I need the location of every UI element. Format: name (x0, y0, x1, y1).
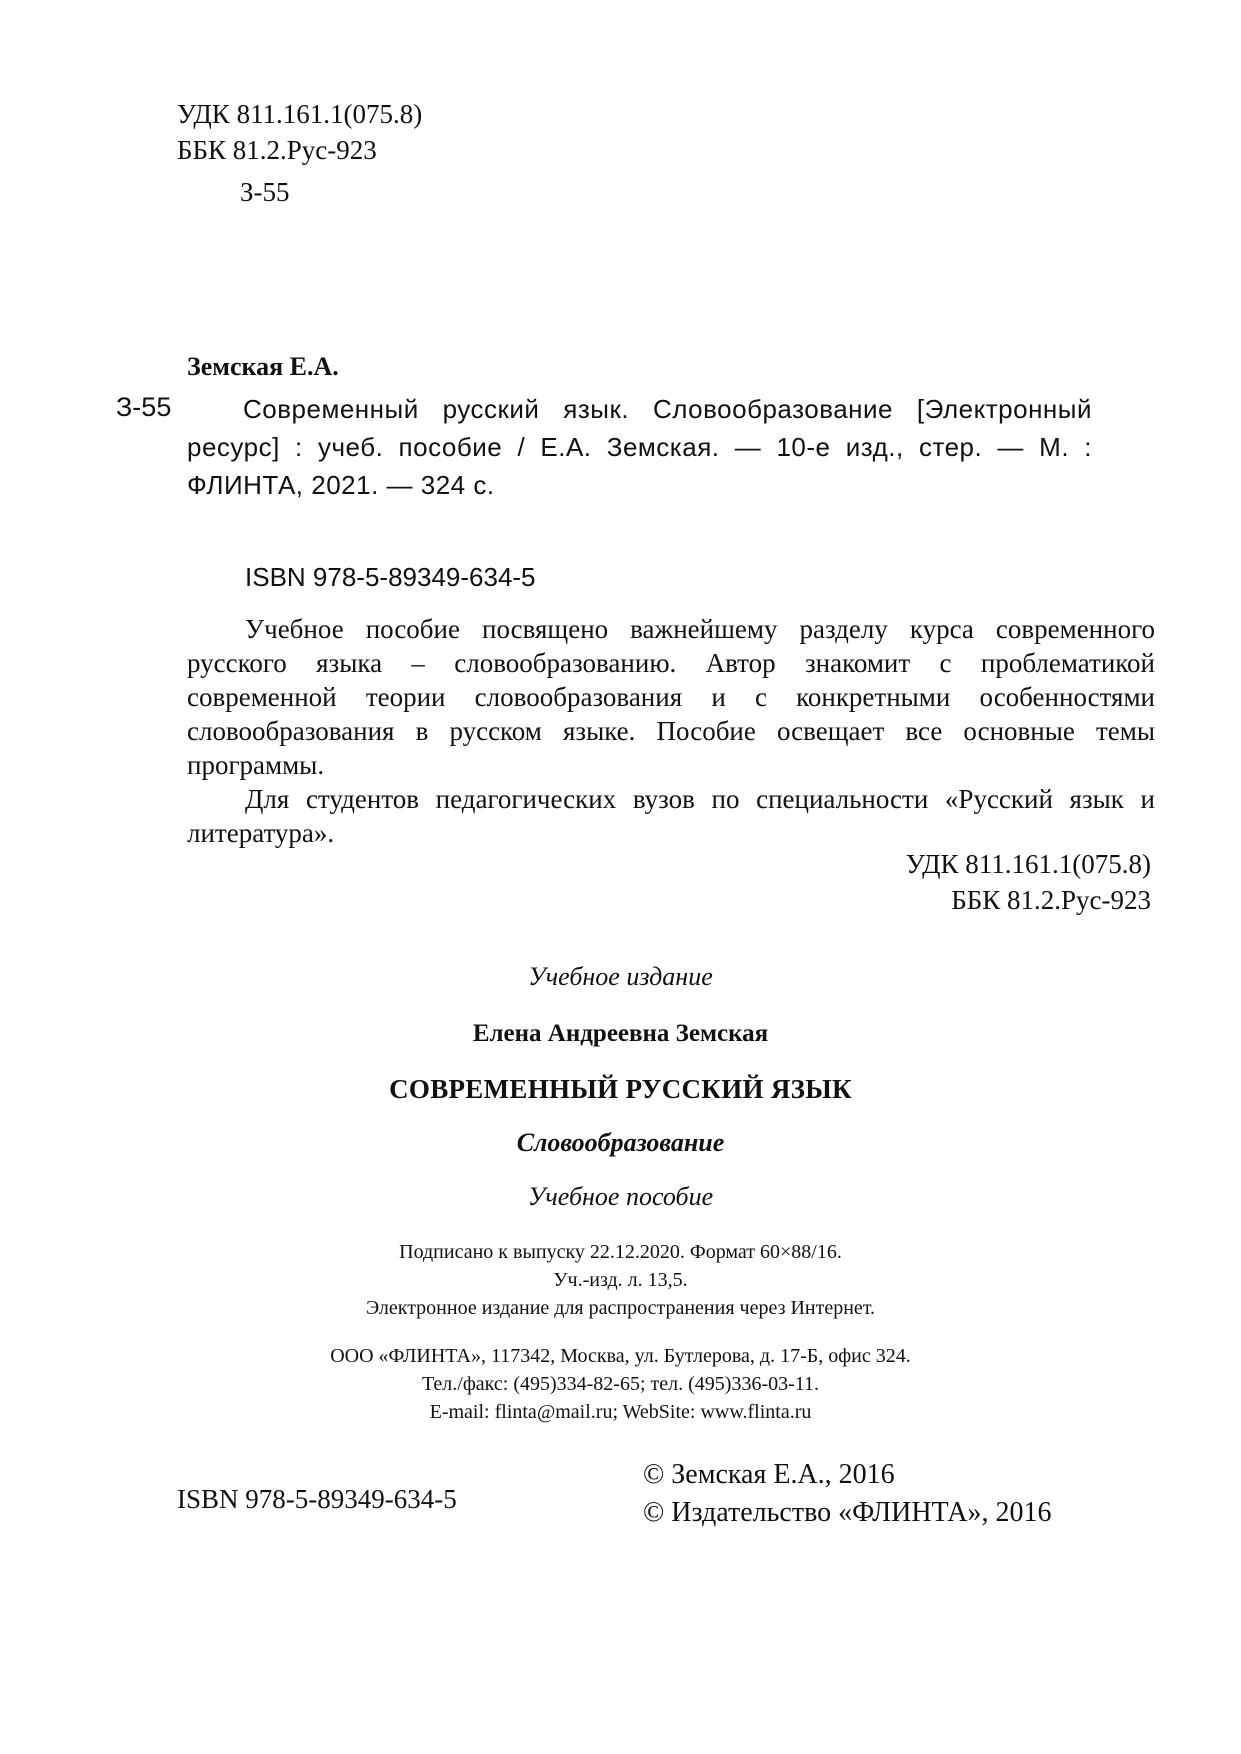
audience-line: Для студентов педагогических вузов по специальности «Русский язык и (245, 784, 1155, 814)
header-udk: УДК 811.161.1(075.8) (177, 99, 423, 129)
card-codes (906, 846, 1151, 918)
bib-line: ФЛИНТА, 2021. — 324 с. (187, 470, 495, 500)
annotation-line: программы. (187, 750, 325, 780)
bib-line: ресурс] : учеб. пособие / Е.А. Земская. — 10-е изд., стер. — М. : (187, 432, 1092, 462)
card-code: З-55 (116, 392, 172, 422)
header-bbk: ББК 81.2.Рус-923 (177, 135, 377, 165)
card-isbn: ISBN 978-5-89349-634-5 (245, 562, 536, 592)
copyright-block (643, 1456, 1051, 1532)
publisher-details (0, 1342, 1241, 1426)
print-line: Подписано к выпуску 22.12.2020. Формат 60×88/16. (399, 1241, 842, 1263)
annotation-line: словообразования в русском языке. Пособие освещает все основные темы (187, 716, 1155, 746)
header-author-code: З-55 (240, 177, 290, 207)
publisher-line: E-mail: flinta@mail.ru; WebSite: www.flinta.ru (429, 1401, 812, 1423)
book-title: СОВРЕМЕННЫЙ РУССКИЙ ЯЗЫК (389, 1074, 852, 1104)
card-author: Земская Е.А. (187, 352, 339, 381)
copyright-author: © Земская Е.А., 2016 (643, 1459, 895, 1490)
author-full-name: Елена Андреевна Земская (472, 1020, 769, 1047)
footer-isbn: ISBN 978-5-89349-634-5 (177, 1484, 457, 1514)
edition-type: Учебное издание (528, 962, 713, 991)
publisher-line: Тел./факс: (495)334-82-65; тел. (495)336-03-11. (421, 1373, 820, 1395)
print-details (0, 1238, 1241, 1322)
bib-line: Современный русский язык. Словообразование [Электронный (243, 394, 1092, 424)
copyright-publisher: © Издательство «ФЛИНТА», 2016 (643, 1497, 1052, 1528)
book-subtitle: Словообразование (516, 1128, 725, 1157)
annotation-line: русского языка – словообразованию. Автор знакомит с проблематикой (187, 648, 1155, 678)
card-bbk: ББК 81.2.Рус-923 (951, 885, 1151, 915)
publisher-line: ООО «ФЛИНТА», 117342, Москва, ул. Бутлерова, д. 17-Б, офис 324. (330, 1345, 911, 1367)
card-udk: УДК 811.161.1(075.8) (905, 849, 1151, 879)
audience-line: литература». (187, 818, 335, 848)
book-type: Учебное пособие (527, 1182, 714, 1211)
annotation-line: Учебное пособие посвящено важнейшему разделу курса современного (245, 614, 1155, 644)
annotation (187, 612, 1155, 850)
bibliographic-record (187, 390, 1092, 504)
print-line: Электронное издание для распространения через Интернет. (365, 1297, 876, 1319)
annotation-line: современной теории словообразования и с конкретными особенностями (187, 682, 1155, 712)
print-line: Уч.-изд. л. 13,5. (553, 1269, 688, 1291)
